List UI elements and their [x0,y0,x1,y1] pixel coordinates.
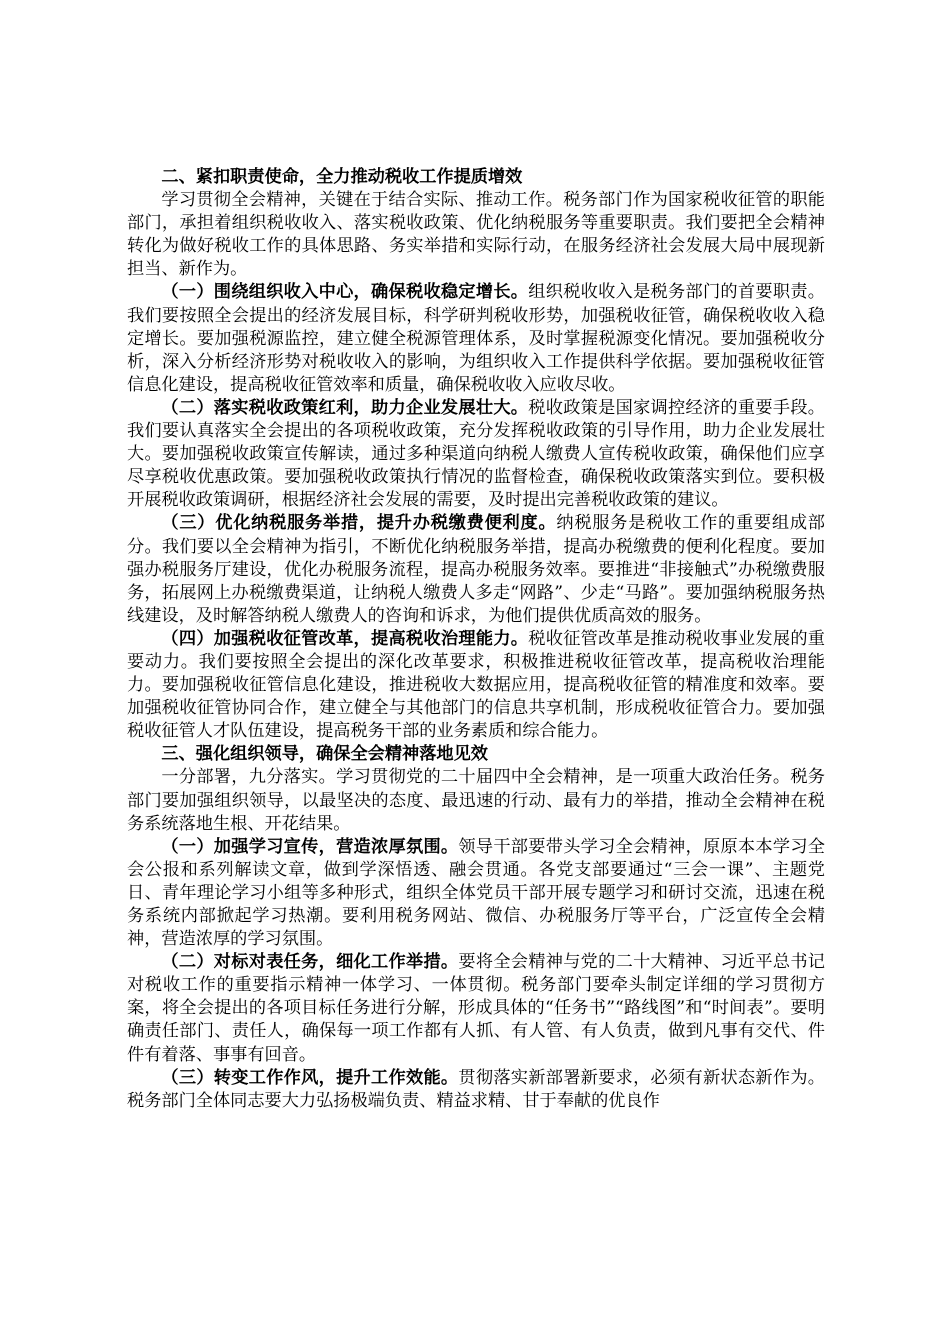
paragraph-lead: （三）优化纳税服务举措，提升办税缴费便利度。 [161,513,557,534]
section-heading: 二、紧扣职责使命，全力推动税收工作提质增效 [161,167,523,187]
paragraph-lead: （一）加强学习宣传，营造浓厚氛围。 [161,836,459,857]
paragraph [127,836,825,951]
paragraph-body: 领导干部要带头学习全会精神，原原本本学习全会公报和系列解读文章，做到学深悟透、融会贯通。各党支部要通过“三会一课”、主题党日、青年理论学习小组等多种形式，组织全体党员干部开展专题学习和研讨交流，迅速在税务系统内部掀起学习热潮。要利用税务网站、微信、办税服务厅等平台，广泛宣传全会精神，营造浓厚的学习氛围。 [127,836,825,950]
paragraph-body: 税收政策是国家调控经济的重要手段。我们要认真落实全会提出的各项税收政策，充分发挥税收政策的引导作用，助力企业发展壮大。要加强税收政策宣传解读，通过多种渠道向纳税人缴费人宣传税收政策，确保他们应享尽享税收优惠政策。要加强税收政策执行情况的监督检查，确保税收政策落实到位。要积极开展税收政策调研，根据经济社会发展的需要，及时提出完善税收政策的建议。 [127,397,825,511]
paragraph-lead: （二）对标对表任务，细化工作举措。 [161,952,459,973]
paragraph-lead: （四）加强税收征管改革，提高税收治理能力。 [161,628,529,649]
section-intro: 一分部署，九分落实。学习贯彻党的二十届四中全会精神，是一项重大政治任务。税务部门要加强组织领导，以最坚决的态度、最迅速的行动、最有力的举措，推动全会精神在税务系统落地生根、开花结果。 [127,767,825,834]
paragraph-body: 贯彻落实新部署新要求，必须有新状态新作为。税务部门全体同志要大力弘扬极端负责、精益求精、甘于奉献的优良作 [127,1067,825,1111]
paragraph-body: 组织税收收入是税务部门的首要职责。我们要按照全会提出的经济发展目标，科学研判税收形势，加强税收征管，确保税收收入稳定增长。要加强税源监控，建立健全税源管理体系，及时掌握税源变化情况。要加强税收分析，深入分析经济形势对税收收入的影响，为组织收入工作提供科学依据。要加强税收征管信息化建设，提高税收征管效率和质量，确保税收收入应收尽收。 [127,282,825,395]
paragraph [127,628,825,743]
paragraph-lead: （一）围绕组织收入中心，确保税收稳定增长。 [161,282,529,303]
paragraph [127,951,825,1066]
paragraph [127,512,825,627]
paragraph [127,397,825,512]
paragraph-lead: （二）落实税收政策红利，助力企业发展壮大。 [161,397,529,418]
section-heading: 三、强化组织领导，确保全会精神落地见效 [161,744,488,765]
section-intro: 学习贯彻全会精神，关键在于结合实际、推动工作。税务部门作为国家税收征管的职能部门，承担着组织税收收入、落实税收政策、优化纳税服务等重要职责。我们要把全会精神转化为做好税收工作的具体思路、务实举措和实际行动，在服务经济社会发展大局中展现新担当、新作为。 [127,190,825,280]
paragraph-body: 纳税服务是税收工作的重要组成部分。我们要以全会精神为指引，不断优化纳税服务举措，提高办税缴费的便利化程度。要加强办税服务厅建设，优化办税服务流程，提高办税服务效率。要推进“非接触式”办税缴费服务，拓展网上办税缴费渠道，让纳税人缴费人多走“网路”、少走“马路”。要加强纳税服务热线建设，及时解答纳税人缴费人的咨询和诉求，为他们提供优质高效的服务。 [127,513,825,626]
paragraph [127,1067,825,1113]
document-body [127,166,825,1113]
paragraph-body: 税收征管改革是推动税收事业发展的重要动力。我们要按照全会提出的深化改革要求，积极推进税收征管改革，提高税收治理能力。要加强税收征管信息化建设，推进税收大数据应用，提高税收征管的精准度和效率。要加强税收征管协同合作，建立健全与其他部门的信息共享机制，形成税收征管合力。要加强税收征管人才队伍建设，提高税务干部的业务素质和综合能力。 [127,628,825,742]
paragraph-lead: （三）转变工作作风，提升工作效能。 [161,1067,459,1088]
paragraph-body: 要将全会精神与党的二十大精神、习近平总书记对税收工作的重要指示精神一体学习、一体贯彻。税务部门要牵头制定详细的学习贯彻方案，将全会提出的各项目标任务进行分解，形成具体的“任务书”“路线图”和“时间表”。要明确责任部门、责任人，确保每一项工作都有人抓、有人管、有人负责，做到凡事有交代、件件有着落、事事有回音。 [127,952,825,1065]
paragraph [127,281,825,396]
